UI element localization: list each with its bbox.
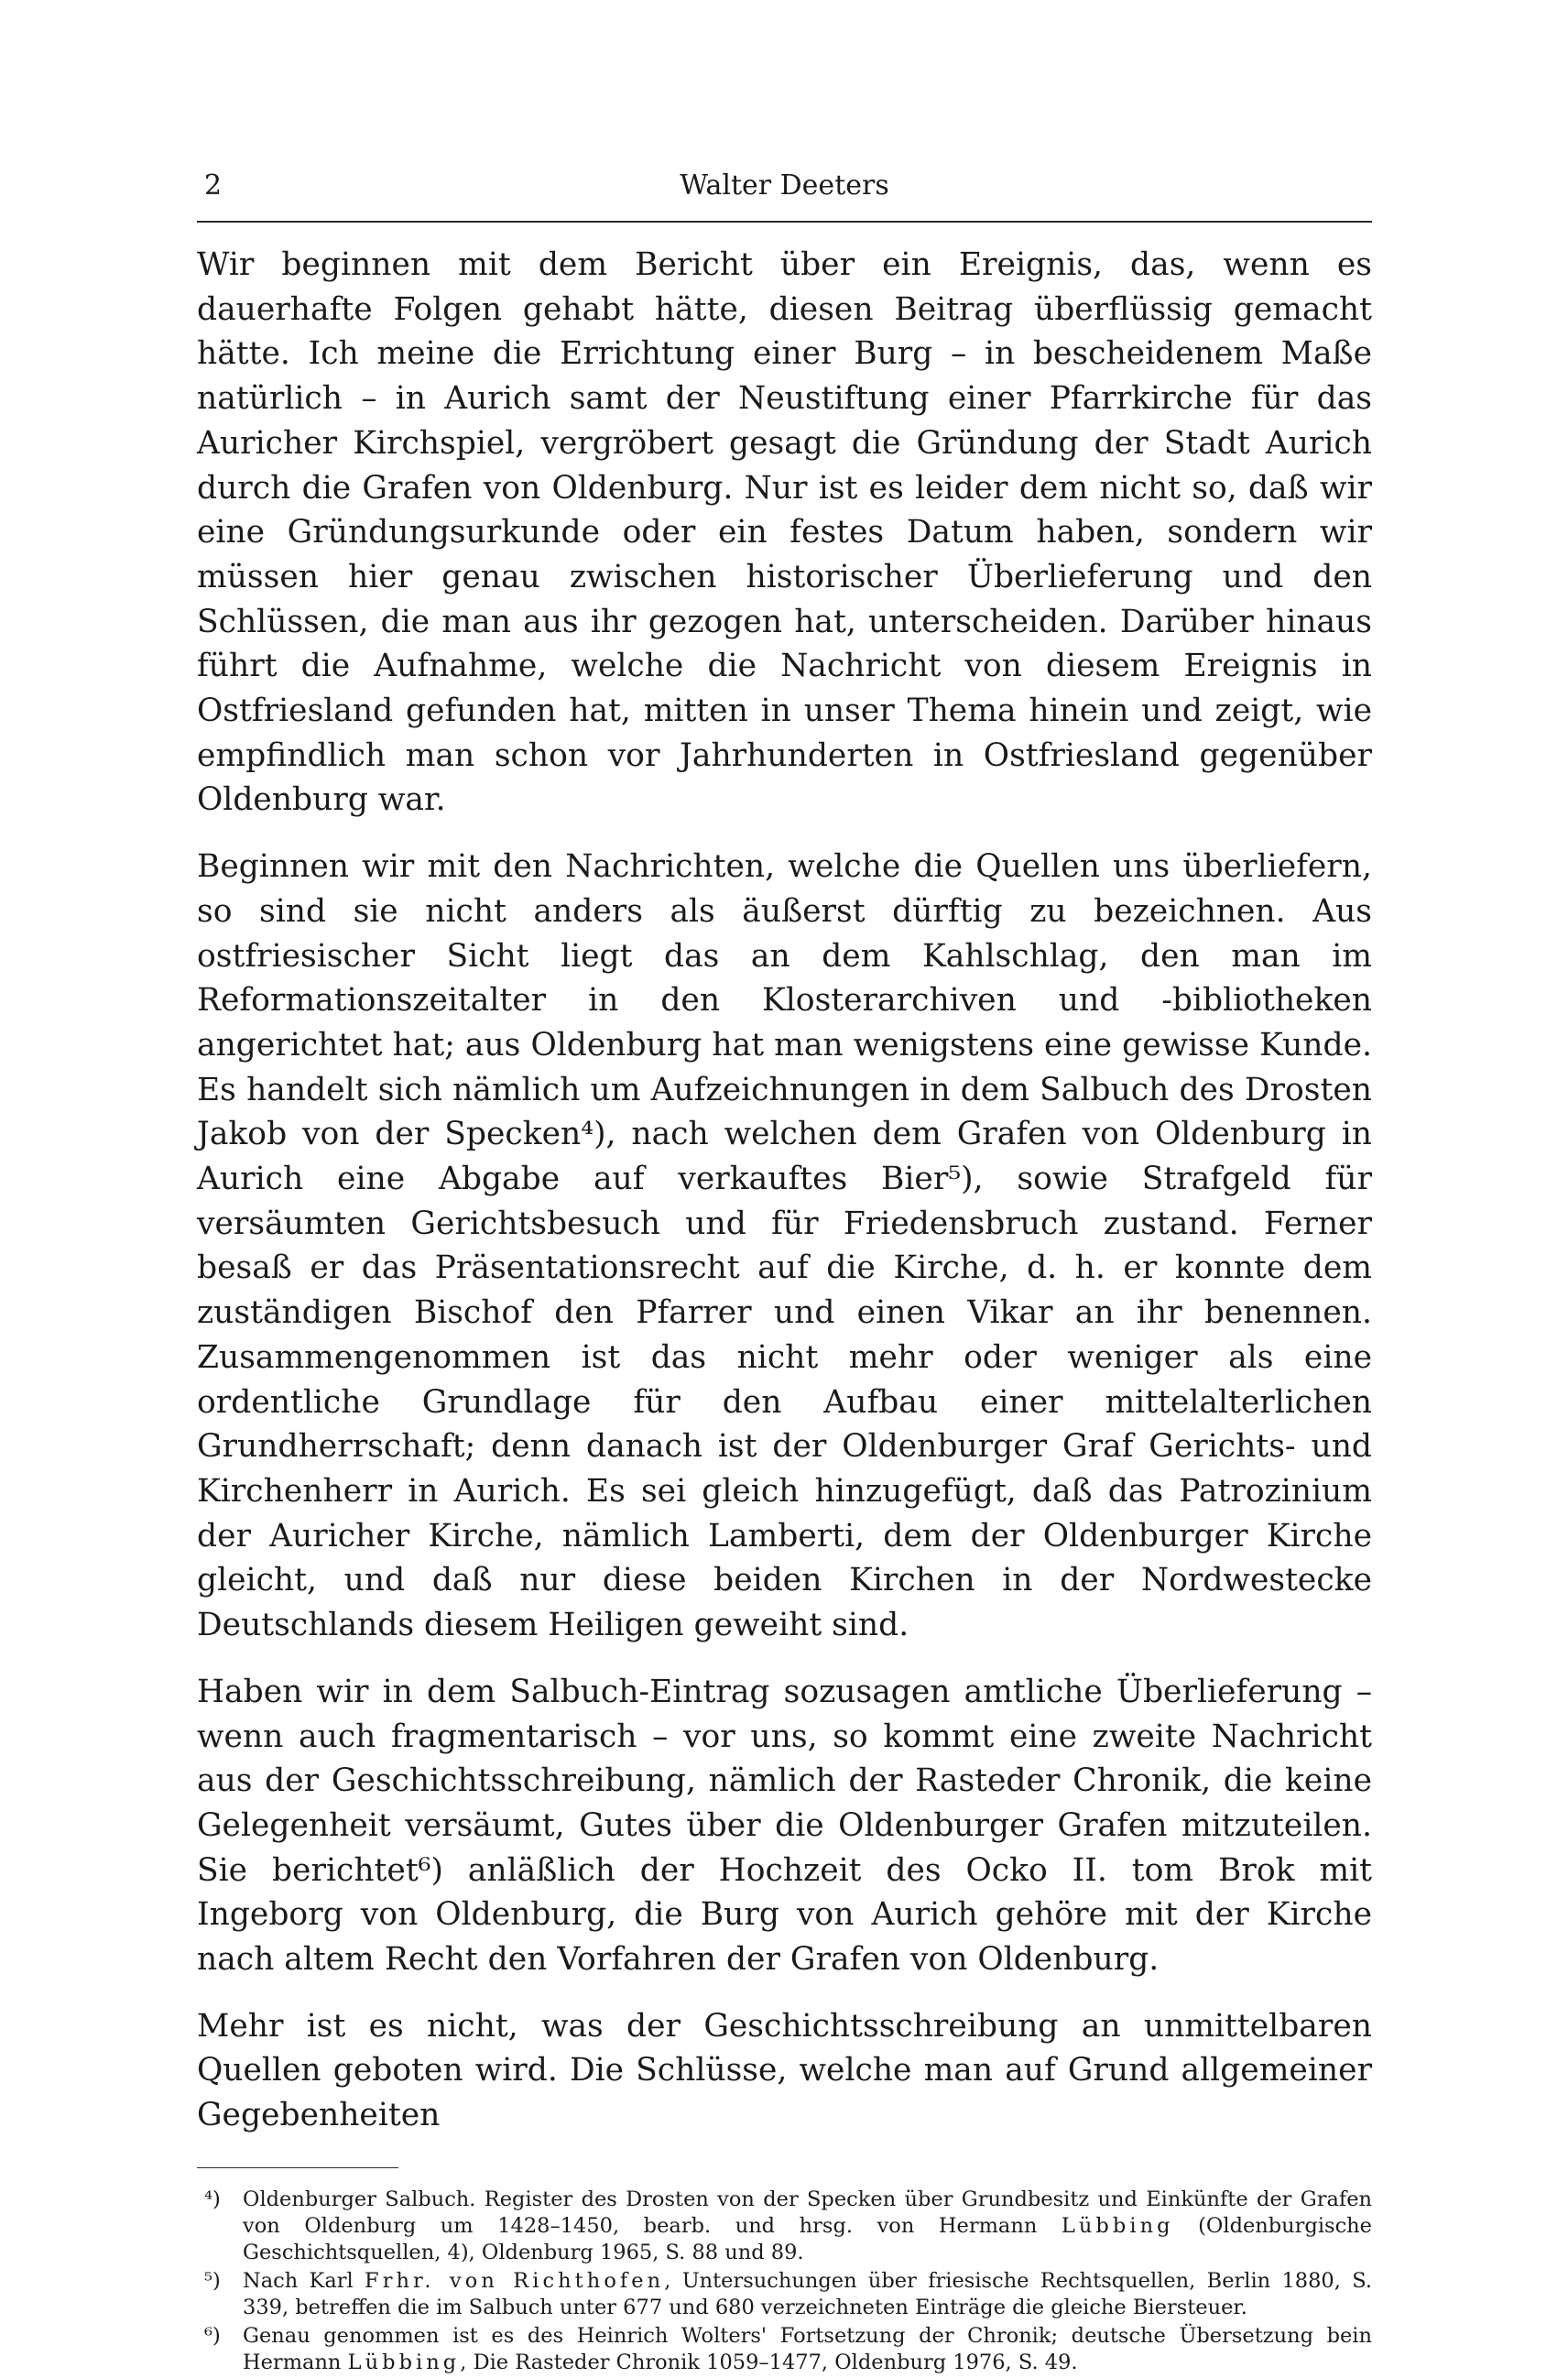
paragraph-1: Wir beginnen mit dem Bericht über ein Ereignis, das, wenn es dauerhafte Folgen gehabt hätte, diesen Beitrag überflüssig gemacht hätte. Ich meine die Errichtung einer Burg – in bescheidenem Maße natürlich – in Aurich samt der Neustiftung einer Pfarrkirche für das Auricher Kirchspiel, vergröbert gesagt die Gründung der Stadt Aurich durch die Grafen von Oldenburg. Nur ist es leider dem nicht so, daß wir eine Gründungsurkunde oder ein festes Datum haben, sondern wir müssen hier genau zwischen historischer Überlieferung und den Schlüssen, die man aus ihr gezogen hat, unterscheiden. Darüber hinaus führt die Aufnahme, welche die Nachricht von diesem Ereignis in Ostfriesland gefunden hat, mitten in unser Thema hinein und zeigt, wie empfindlich man schon vor Jahrhunderten in Ostfriesland gegenüber Oldenburg war. bbox=[197, 246, 1372, 819]
running-head bbox=[197, 169, 1372, 212]
footnote-author: Lübbing bbox=[1061, 2213, 1174, 2238]
running-title: Walter Deeters bbox=[680, 169, 889, 202]
footnote-text: Nach Karl bbox=[243, 2268, 365, 2293]
page-number: 2 bbox=[204, 169, 223, 202]
footnote-text: Oldenburger Salbuch. Register des Drosten von der Specken über Grundbesitz und Einkünfte der Grafen von Oldenburg um 1428–1450, bearb. und hrsg. von Hermann bbox=[243, 2187, 1372, 2238]
paragraph-4: Mehr ist es nicht, was der Geschichtsschreibung an unmittelbaren Quellen geboten wird. Die Schlüsse, welche man auf Grund allgemeiner Gegebenheiten bbox=[197, 2007, 1372, 2134]
paragraph-3: Haben wir in dem Salbuch-Eintrag sozusagen amtliche Überlieferung – wenn auch fragmentarisch – vor uns, so kommt eine zweite Nachricht aus der Geschichtsschreibung, nämlich der Rasteder Chronik, die keine Gelegenheit versäumt, Gutes über die Oldenburger Grafen mitzuteilen. Sie berichtet⁶) anläßlich der Hochzeit des Ocko II. tom Brok mit Ingeborg von Oldenburg, die Burg von Aurich gehöre mit der Kirche nach altem Recht den Vorfahren der Grafen von Oldenburg. bbox=[197, 1673, 1372, 1979]
footnote-text: , Untersuchungen über friesische Rechtsquellen, Berlin 1880, S. 339, betreffen die im Salbuch unter 677 und 680 verzeichneten Einträge die gleiche Biersteuer. bbox=[243, 2268, 1372, 2319]
footnote-6 bbox=[197, 2323, 1372, 2376]
footnote-author: Lübbing bbox=[347, 2350, 461, 2374]
body-text bbox=[197, 243, 1372, 2138]
footnote-text: Genau genommen ist es des Heinrich Wolters' Fortsetzung der Chronik; deutsche Übersetzung bein Hermann bbox=[243, 2323, 1372, 2374]
footnote-mark: ⁵) bbox=[204, 2268, 221, 2293]
page bbox=[197, 169, 1372, 2378]
footnote-rule bbox=[197, 2167, 398, 2168]
footnote-author: Frhr. von Richthofen bbox=[365, 2268, 665, 2293]
footnote-4 bbox=[197, 2187, 1372, 2266]
footnote-text: , Die Rasteder Chronik 1059–1477, Oldenburg 1976, S. 49. bbox=[460, 2350, 1078, 2374]
footnote-text: (Oldenburgische Geschichtsquellen, 4), Oldenburg 1965, S. 88 und 89. bbox=[243, 2213, 1372, 2264]
paragraph-2: Beginnen wir mit den Nachrichten, welche die Quellen uns überliefern, so sind sie nicht anders als äußerst dürftig zu bezeichnen. Aus ostfriesischer Sicht liegt das an dem Kahlschlag, den man im Reformationszeitalter in den Klosterarchiven und -bibliotheken angerichtet hat; aus Oldenburg hat man wenigstens eine gewisse Kunde. Es handelt sich nämlich um Aufzeichnungen in dem Salbuch des Drosten Jakob von der Specken⁴), nach welchen dem Grafen von Oldenburg in Aurich eine Abgabe auf verkauftes Bier⁵), sowie Strafgeld für versäumten Gerichtsbesuch und für Friedensbruch zustand. Ferner besaß er das Präsentationsrecht auf die Kirche, d. h. er konnte dem zuständigen Bischof den Pfarrer und einen Vikar an ihr benennen. Zusammengenommen ist das nicht mehr oder weniger als eine ordentliche Grundlage für den Aufbau einer mittelalterlichen Grundherrschaft; denn danach ist der Oldenburger Graf Gerichts- und Kirchenherr in Aurich. Es sei gleich hinzugefügt, daß das Patrozinium der Auricher Kirche, nämlich Lamberti, dem der Oldenburger Kirche gleicht, und daß nur diese beiden Kirchen in der Nordwestecke Deutschlands diesem Heiligen geweiht sind. bbox=[197, 848, 1372, 1644]
footnote-mark: ⁴) bbox=[204, 2187, 221, 2211]
header-rule bbox=[197, 221, 1372, 223]
footnotes bbox=[197, 2187, 1372, 2376]
footnote-mark: ⁶) bbox=[204, 2323, 221, 2348]
footnote-5 bbox=[197, 2268, 1372, 2321]
